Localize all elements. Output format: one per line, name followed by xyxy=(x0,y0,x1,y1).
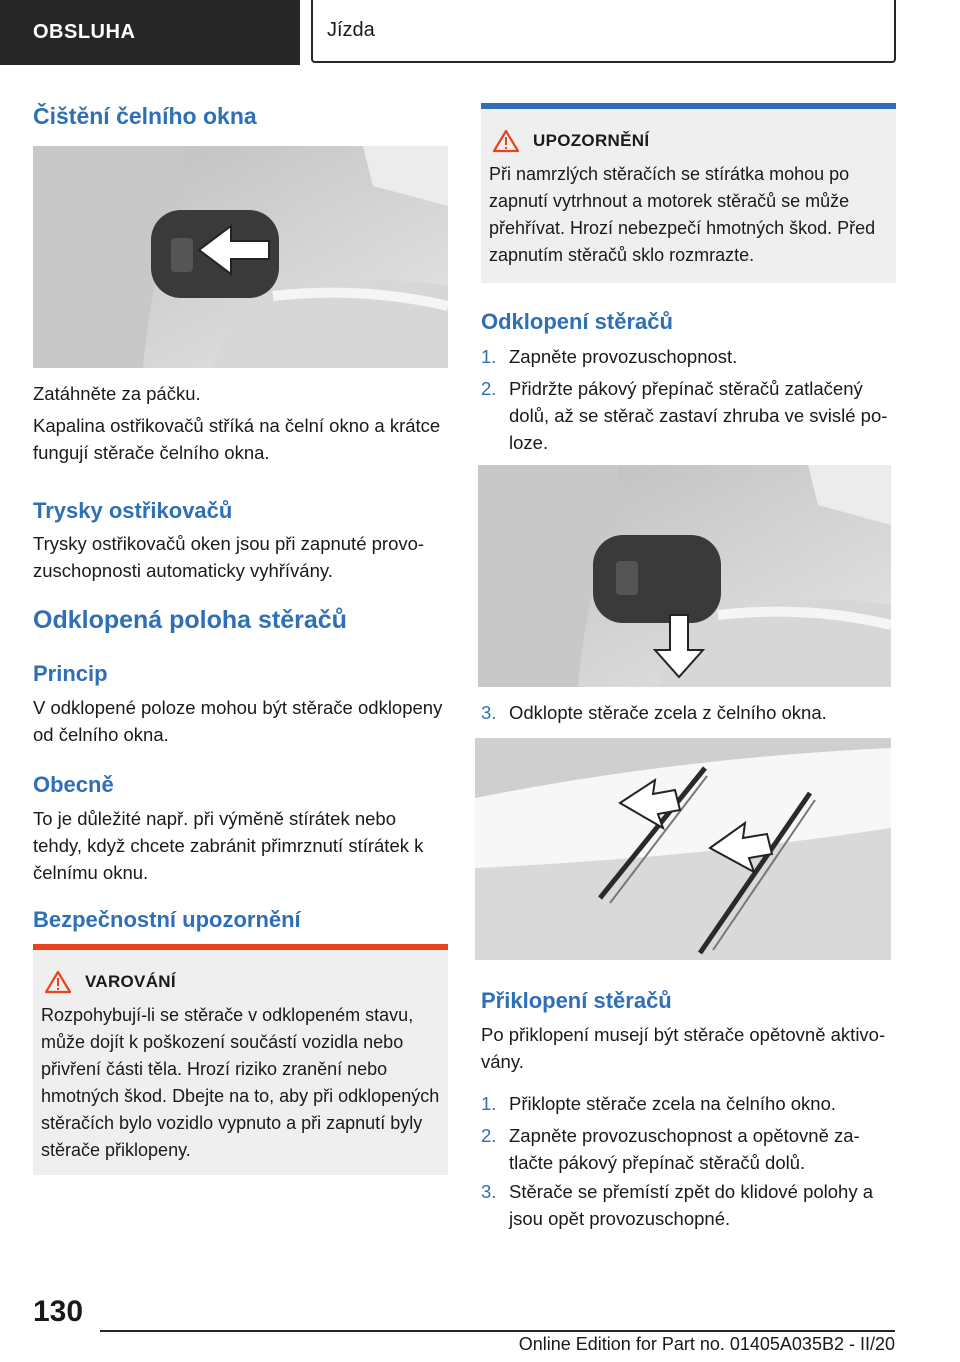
heading-nozzles: Trysky ostřikovačů xyxy=(33,498,233,523)
warning-text: Rozpohybují-li se stěrače v odklopeném stavu, může dojít k poškození součástí vozidla nebo přivření části těla. Hrozí riziko zranění nebo hmotných škod. Dbejte na to, aby při odklopených stěračích bylo vozidlo vypnuto a při zapnutí byly stěrače přiklopeny. xyxy=(41,1005,440,1160)
photo-wiper-lever-push xyxy=(478,465,891,687)
list-number: 1. xyxy=(481,1093,497,1114)
heading-general: Obecně xyxy=(33,772,114,797)
heading-cleaning: Čištění čelního okna xyxy=(33,103,257,129)
text-washer-fluid: Kapalina ostřikovačů stříká na čelní okno a krátce fungují stěrače čelního okna. xyxy=(33,415,441,463)
list-text: Přiklopte stěrače zcela na čelního okno. xyxy=(509,1093,837,1114)
list-text: Zapněte provozuschopnost. xyxy=(509,346,738,367)
list-number: 3. xyxy=(481,1181,497,1202)
list-text: Přidržte pákový přepínač stěračů zatlačený dolů, až se stěrač zastaví zhruba ve svislé poloze. xyxy=(509,378,888,453)
footer-divider xyxy=(100,1330,895,1332)
text-principle: V odklopené poloze mohou být stěrače odklopeny od čelního okna. xyxy=(33,697,443,745)
text-general: To je důležité např. při výměně stírátek nebo tehdy, když chcete zabránit přimrznutí stírátek k čelnímu oknu. xyxy=(33,808,424,883)
warning-box xyxy=(33,944,448,1175)
list-number: 3. xyxy=(481,702,497,723)
chapter-title: Jízda xyxy=(311,0,896,63)
warning-title: VAROVÁNÍ xyxy=(85,972,176,991)
list-number: 2. xyxy=(481,378,497,399)
page-number: 130 xyxy=(33,1295,84,1328)
caution-box xyxy=(481,103,896,283)
text-pull-lever: Zatáhněte za páčku. xyxy=(33,383,201,404)
caution-title: UPOZORNĚNÍ xyxy=(533,131,650,150)
lever-push-illustration xyxy=(478,465,891,687)
photo-wipers-folded-out xyxy=(475,738,891,960)
heading-principle: Princip xyxy=(33,661,108,686)
caution-title-row xyxy=(493,129,888,153)
heading-fold-in: Přiklopení stěračů xyxy=(481,988,672,1013)
caution-text: Při namrzlých stěračích se stírátka mohou po zapnutí vytrhnout a motorek stěračů se může přehřívat. Hrozí nebezpečí hmotných škod. Před zapnutím stěračů sklo rozmrazte. xyxy=(489,164,876,265)
list-number: 2. xyxy=(481,1125,497,1146)
warning-title-row xyxy=(45,970,440,994)
lever-pull-illustration xyxy=(33,146,448,368)
photo-wiper-lever-pull xyxy=(33,146,448,368)
text-fold-in: Po přiklopení musejí být stěrače opětovně aktivovány. xyxy=(481,1024,886,1072)
heading-safety: Bezpečnostní upozornění xyxy=(33,907,301,932)
list-text: Zapněte provozuschopnost a opětovně zatlačte pákový přepínač stěračů dolů. xyxy=(509,1125,860,1173)
heading-folded-position: Odklopená poloha stěračů xyxy=(33,606,347,634)
warning-triangle-icon xyxy=(45,970,71,994)
list-number: 1. xyxy=(481,346,497,367)
section-tab: OBSLUHA xyxy=(0,0,300,65)
windshield-wipers-illustration xyxy=(475,738,891,960)
text-nozzles: Trysky ostřikovačů oken jsou při zapnuté provozuschopnosti automaticky vyhřívány. xyxy=(33,533,425,581)
caution-triangle-icon xyxy=(493,129,519,153)
list-text: Stěrače se přemístí zpět do klidové polohy a jsou opět provozuschopné. xyxy=(509,1181,874,1229)
list-text: Odklopte stěrače zcela z čelního okna. xyxy=(509,702,827,723)
footer-edition: Online Edition for Part no. 01405A035B2 - II/20 xyxy=(518,1334,895,1354)
heading-fold-out: Odklopení stěračů xyxy=(481,309,673,334)
